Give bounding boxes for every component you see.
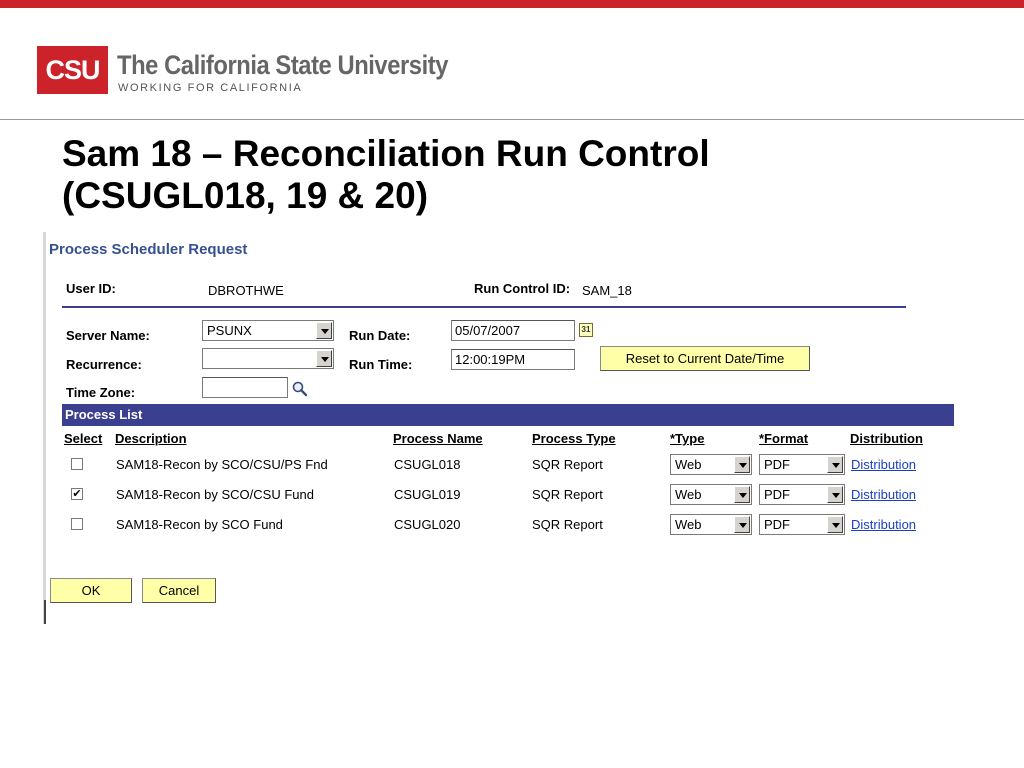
run-date-label: Run Date:	[349, 328, 411, 343]
format-select[interactable]	[759, 484, 845, 505]
ok-button[interactable]: OK	[50, 578, 132, 603]
slide-title	[62, 133, 710, 217]
row-process-type: SQR Report	[532, 457, 603, 472]
col-header-process-name: Process Name	[393, 431, 483, 446]
format-select[interactable]	[759, 514, 845, 535]
col-header-distribution: Distribution	[850, 431, 923, 446]
run-time-label: Run Time:	[349, 357, 413, 372]
slide-title-line-1: Sam 18 – Reconciliation Run Control	[62, 133, 710, 174]
run-control-label: Run Control ID:	[474, 281, 571, 296]
top-accent-bar	[0, 0, 1024, 8]
col-header-type: *Type	[670, 431, 705, 446]
user-id-label: User ID:	[66, 281, 116, 296]
type-select[interactable]	[670, 514, 752, 535]
logo-title: The California State University	[117, 50, 448, 80]
cancel-button[interactable]: Cancel	[142, 578, 216, 603]
distribution-link[interactable]: Distribution	[851, 457, 917, 472]
format-value: PDF	[764, 487, 790, 502]
header-divider	[0, 119, 1024, 120]
row-description: SAM18-Recon by SCO Fund	[116, 517, 283, 532]
server-name-select[interactable]	[202, 320, 334, 341]
row-process-name: CSUGL020	[394, 517, 461, 532]
time-zone-input[interactable]	[202, 377, 288, 398]
row-description: SAM18-Recon by SCO/CSU/PS Fnd	[116, 457, 328, 472]
type-value: Web	[675, 517, 702, 532]
run-control-value: SAM_18	[582, 283, 632, 298]
select-checkbox[interactable]	[71, 518, 83, 530]
col-header-description: Description	[115, 431, 187, 446]
select-checkbox[interactable]: ✔	[72, 488, 82, 500]
run-date-input[interactable]: 05/07/2007	[451, 320, 575, 341]
process-list-header: Process List	[62, 404, 954, 426]
row-process-type: SQR Report	[532, 517, 603, 532]
run-time-input[interactable]: 12:00:19PM	[451, 349, 575, 370]
logo-subtitle: WORKING FOR CALIFORNIA	[118, 82, 303, 94]
page-title: Process Scheduler Request	[49, 241, 248, 258]
select-checkbox[interactable]	[71, 458, 83, 470]
row-process-name: CSUGL018	[394, 457, 461, 472]
type-value: Web	[675, 487, 702, 502]
type-value: Web	[675, 457, 702, 472]
dropdown-arrow-icon[interactable]	[827, 486, 843, 503]
type-select[interactable]	[670, 454, 752, 475]
col-header-format: *Format	[759, 431, 809, 446]
dropdown-arrow-icon[interactable]	[316, 322, 332, 339]
col-header-process-type: Process Type	[532, 431, 616, 446]
user-id-value: DBROTHWE	[208, 283, 284, 298]
col-header-select: Select	[64, 431, 103, 446]
calendar-icon[interactable]: 31	[579, 323, 593, 337]
type-select[interactable]	[670, 484, 752, 505]
dropdown-arrow-icon[interactable]	[827, 516, 843, 533]
section-divider	[62, 306, 906, 308]
format-value: PDF	[764, 517, 790, 532]
reset-date-time-button[interactable]: Reset to Current Date/Time	[600, 346, 810, 371]
screenshot-edge-dark	[44, 600, 46, 624]
lookup-search-icon[interactable]	[291, 380, 309, 398]
screenshot-edge	[43, 232, 46, 624]
time-zone-label: Time Zone:	[66, 385, 136, 400]
dropdown-arrow-icon[interactable]	[734, 456, 750, 473]
csu-logo-mark: CSU	[37, 46, 108, 94]
distribution-link[interactable]: Distribution	[851, 487, 917, 502]
server-name-label: Server Name:	[66, 328, 150, 343]
server-name-value: PSUNX	[207, 323, 252, 338]
format-select[interactable]	[759, 454, 845, 475]
row-description: SAM18-Recon by SCO/CSU Fund	[116, 487, 314, 502]
row-process-type: SQR Report	[532, 487, 603, 502]
dropdown-arrow-icon[interactable]	[316, 350, 332, 367]
recurrence-label: Recurrence:	[66, 357, 142, 372]
row-process-name: CSUGL019	[394, 487, 461, 502]
dropdown-arrow-icon[interactable]	[734, 516, 750, 533]
dropdown-arrow-icon[interactable]	[827, 456, 843, 473]
format-value: PDF	[764, 457, 790, 472]
recurrence-select[interactable]	[202, 348, 334, 369]
slide-title-line-2: (CSUGL018, 19 & 20)	[62, 175, 429, 216]
distribution-link[interactable]: Distribution	[851, 517, 917, 532]
dropdown-arrow-icon[interactable]	[734, 486, 750, 503]
